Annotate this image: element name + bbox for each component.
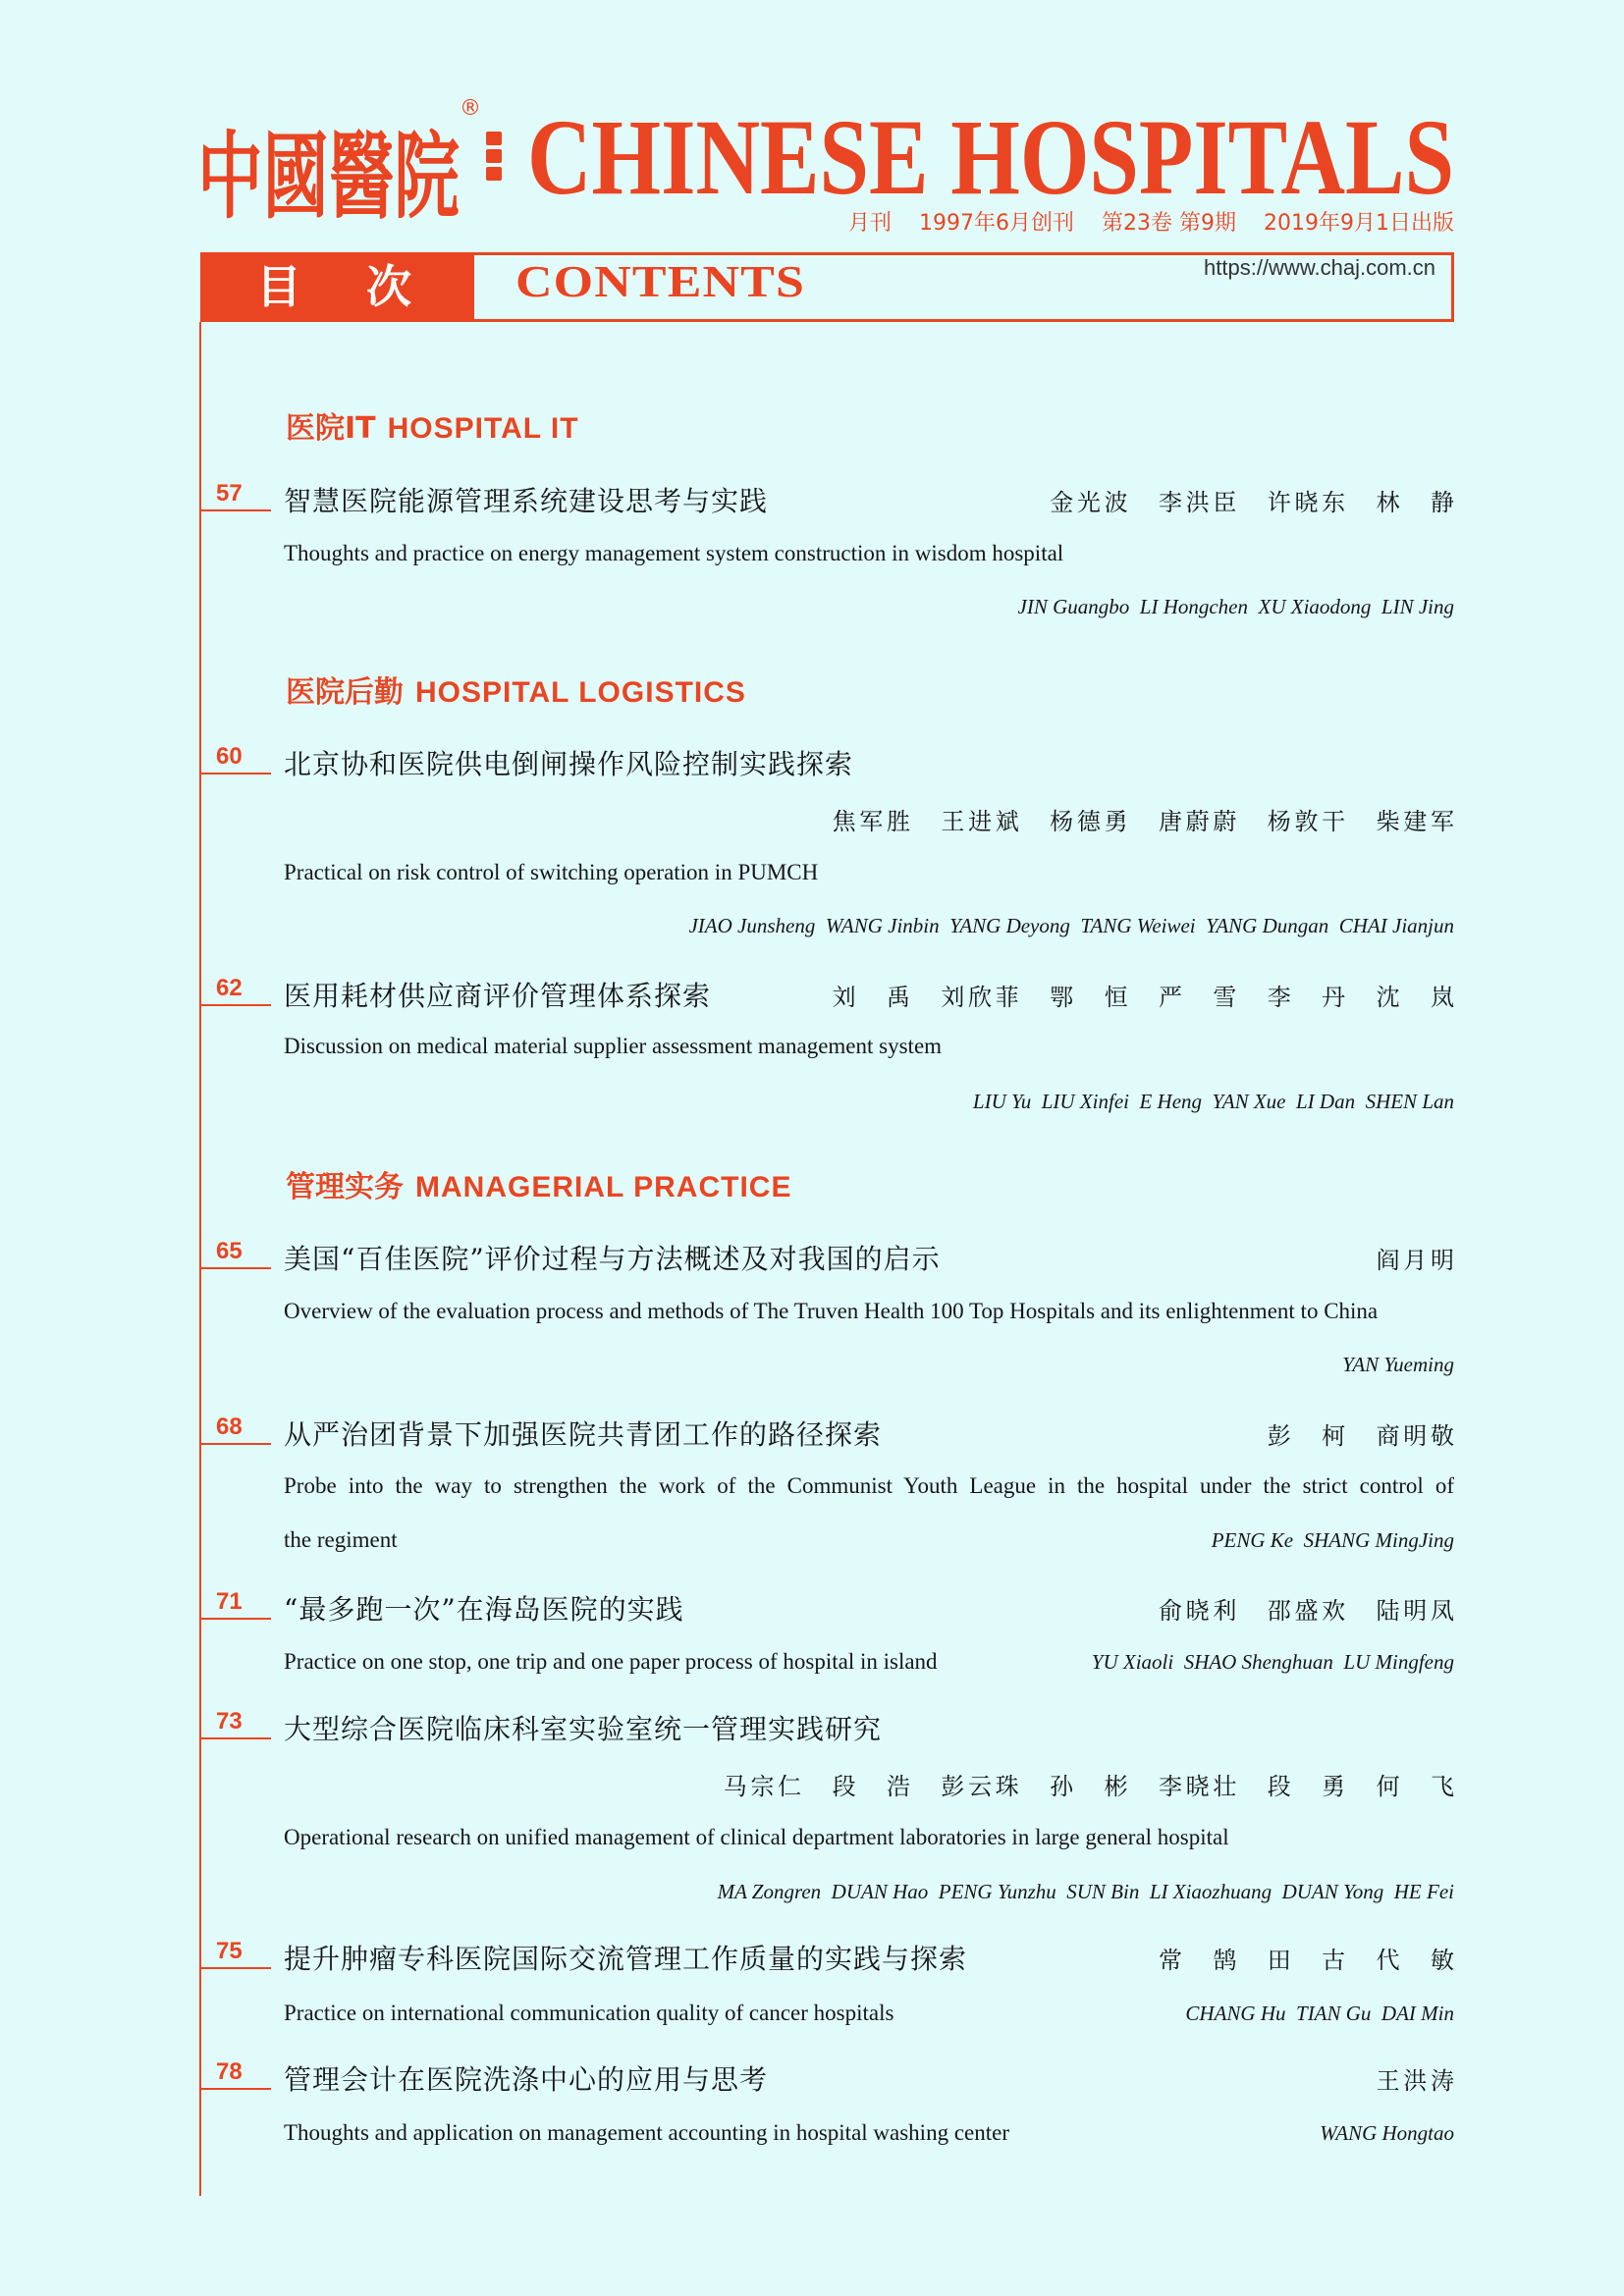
section-heading-en: HOSPITAL LOGISTICS: [415, 676, 746, 709]
entry-page-number: 65: [200, 1238, 271, 1269]
contents-label-en: CONTENTS: [515, 256, 805, 306]
contents-bar: [200, 252, 1454, 322]
entry-title-row: [284, 975, 1458, 1014]
entry-authors-en: YAN Yueming: [1342, 1352, 1454, 1376]
entry-authors-cn: 阎月明: [1376, 1246, 1458, 1274]
entry-title-en-row: [284, 534, 1454, 573]
entry-title-cn: 智慧医院能源管理系统建设思考与实践: [284, 485, 769, 517]
entry-title-en-row: [284, 1467, 1454, 1506]
journal-title: CHINESE HOSPITALS: [527, 97, 1454, 217]
entry-title-row: [284, 1938, 1458, 1977]
entry-title-cn: 大型综合医院临床科室实验室统一管理实践研究: [284, 1713, 883, 1745]
entry-authors-en-row: [284, 906, 1454, 945]
issue-founded: 1997年6月创刊: [919, 211, 1075, 236]
entry-authors-cn: 马宗仁 段 浩 彭云珠 孙 彬 李晓壮 段 勇 何 飞: [723, 1772, 1458, 1800]
entry-authors-en: MA Zongren DUAN Hao PENG Yunzhu SUN Bin LI Xiaozhuang DUAN Yong HE Fei: [717, 1879, 1454, 1903]
entry-page-number: 57: [200, 480, 271, 511]
issue-volume: 第23卷 第9期: [1102, 211, 1237, 236]
issue-frequency: 月刊: [848, 211, 893, 236]
entry-title-en: Discussion on medical material supplier assessment management system: [284, 1034, 943, 1058]
section-heading-hospital-it: [286, 403, 579, 446]
entry-authors-cn: 焦军胜 王进斌 杨德勇 唐蔚蔚 杨敦干 柴建军: [832, 807, 1458, 835]
entry-title-en: Overview of the evaluation process and methods of The Truven Health 100 Top Hospitals and its enlightenment to China: [284, 1299, 1379, 1323]
entry-authors-en-row: [284, 1082, 1454, 1121]
journal-url: https://www.chaj.com.cn: [1204, 255, 1435, 280]
entry-title-en-row: [284, 1994, 1454, 2033]
entry-title-cn: 北京协和医院供电倒闸操作风险控制实践探索: [284, 748, 854, 780]
logo-seal-mark: [485, 132, 503, 185]
section-heading-en: HOSPITAL IT: [387, 412, 579, 445]
entry-authors-en: JIN Guangbo LI Hongchen XU Xiaodong LIN Jing: [1017, 594, 1454, 618]
journal-logo: 中國醫院: [197, 121, 460, 232]
entry-title-row: [284, 1414, 1458, 1453]
entry-title-en-row: [284, 1027, 1454, 1066]
entry-authors-cn: 彭 柯 商明敬: [1267, 1421, 1458, 1450]
entry-authors-en: JIAO Junsheng WANG Jinbin YANG Deyong TANG Weiwei YANG Dungan CHAI Jianjun: [688, 913, 1454, 937]
entry-title-en-row: [284, 1818, 1454, 1857]
entry-title-row: [284, 480, 1458, 519]
entry-authors-cn: 王洪涛: [1376, 2066, 1458, 2095]
section-heading-en: MANAGERIAL PRACTICE: [415, 1171, 792, 1203]
entry-title-row: [284, 1708, 1454, 1747]
entry-authors-cn: 刘 禹 刘欣菲 鄂 恒 严 雪 李 丹 沈 岚: [832, 983, 1458, 1011]
entry-title-en-row: [284, 853, 1454, 892]
entry-page-number: 60: [200, 743, 271, 774]
entry-title-en: Operational research on unified management of clinical department laboratories in large general hospital: [284, 1825, 1229, 1849]
entry-title-en-row: [284, 1292, 1454, 1331]
entry-title-en: Probe into the way to strengthen the work of the Communist Youth League in the hospital under the strict control of: [284, 1473, 1454, 1498]
entry-authors-en-row: [284, 1345, 1454, 1384]
entry-title-en: Practical on risk control of switching operation in PUMCH: [284, 860, 819, 884]
entry-title-cn: 从严治团背景下加强医院共青团工作的路径探索: [284, 1418, 883, 1451]
section-heading-cn: 医院IT: [286, 411, 376, 446]
entry-title-en: Thoughts and application on management accounting in hospital washing center: [284, 2120, 1009, 2145]
entry-authors-cn-row: [284, 799, 1458, 838]
entry-title-row: [284, 1238, 1458, 1277]
entry-authors-en-row: [284, 587, 1454, 626]
entry-page-number: 71: [200, 1588, 271, 1620]
entry-title-cn: “最多跑一次”在海岛医院的实践: [284, 1593, 684, 1626]
entry-page-number: 78: [200, 2058, 271, 2090]
entry-title-cn: 美国“百佳医院”评价过程与方法概述及对我国的启示: [284, 1243, 941, 1275]
entry-title-en-row: [284, 1642, 1454, 1682]
entry-page-number: 62: [200, 975, 271, 1006]
entry-title-en: Practice on international communication quality of cancer hospitals: [284, 2001, 894, 2025]
entry-title-cn: 提升肿瘤专科医院国际交流管理工作质量的实践与探索: [284, 1943, 968, 1975]
section-heading-managerial-practice: [286, 1162, 792, 1204]
entry-authors-en: WANG Hongtao: [1320, 2120, 1454, 2145]
section-heading-cn: 医院后勤: [286, 675, 404, 710]
entry-authors-en: LIU Yu LIU Xinfei E Heng YAN Xue LI Dan SHEN Lan: [972, 1089, 1454, 1113]
section-heading-cn: 管理实务: [286, 1170, 404, 1204]
entry-authors-cn: 金光波 李洪臣 许晓东 林 静: [1050, 488, 1458, 516]
section-heading-hospital-logistics: [286, 667, 746, 710]
entry-title-row: [284, 1588, 1458, 1628]
entry-title-en-row: [284, 2113, 1454, 2153]
registered-mark: ®: [460, 96, 481, 121]
entry-page-number: 75: [200, 1938, 271, 1969]
entry-authors-cn: 常 鹄 田 古 代 敏: [1158, 1946, 1458, 1974]
entry-authors-cn: 俞晓利 邵盛欢 陆明凤: [1158, 1596, 1458, 1625]
entry-authors-en: PENG Ke SHANG MingJing: [1211, 1527, 1454, 1552]
contents-label-cn: 目 次: [203, 255, 474, 319]
issue-date: 2019年9月1日出版: [1264, 211, 1454, 236]
entry-page-number: 68: [200, 1414, 271, 1445]
entry-title-row: [284, 743, 1454, 782]
entry-title-cn: 医用耗材供应商评价管理体系探索: [284, 980, 712, 1012]
entry-authors-en-row: [284, 1872, 1454, 1911]
entry-title-row: [284, 2058, 1458, 2098]
entry-title-en: Practice on one stop, one trip and one paper process of hospital in island: [284, 1649, 938, 1674]
entry-page-number: 73: [200, 1708, 271, 1739]
entry-title-cn: 管理会计在医院洗涤中心的应用与思考: [284, 2063, 769, 2096]
entry-authors-en: CHANG Hu TIAN Gu DAI Min: [1185, 2001, 1454, 2025]
entry-title-en-continuation: the regiment: [284, 1527, 398, 1552]
entry-title-en-cont-row: [284, 1521, 1454, 1560]
entry-authors-en: YU Xiaoli SHAO Shenghuan LU Mingfeng: [1091, 1649, 1454, 1674]
issue-info: [848, 210, 1454, 238]
entry-authors-cn-row: [284, 1764, 1458, 1803]
entry-title-en: Thoughts and practice on energy management system construction in wisdom hospital: [284, 541, 1064, 565]
